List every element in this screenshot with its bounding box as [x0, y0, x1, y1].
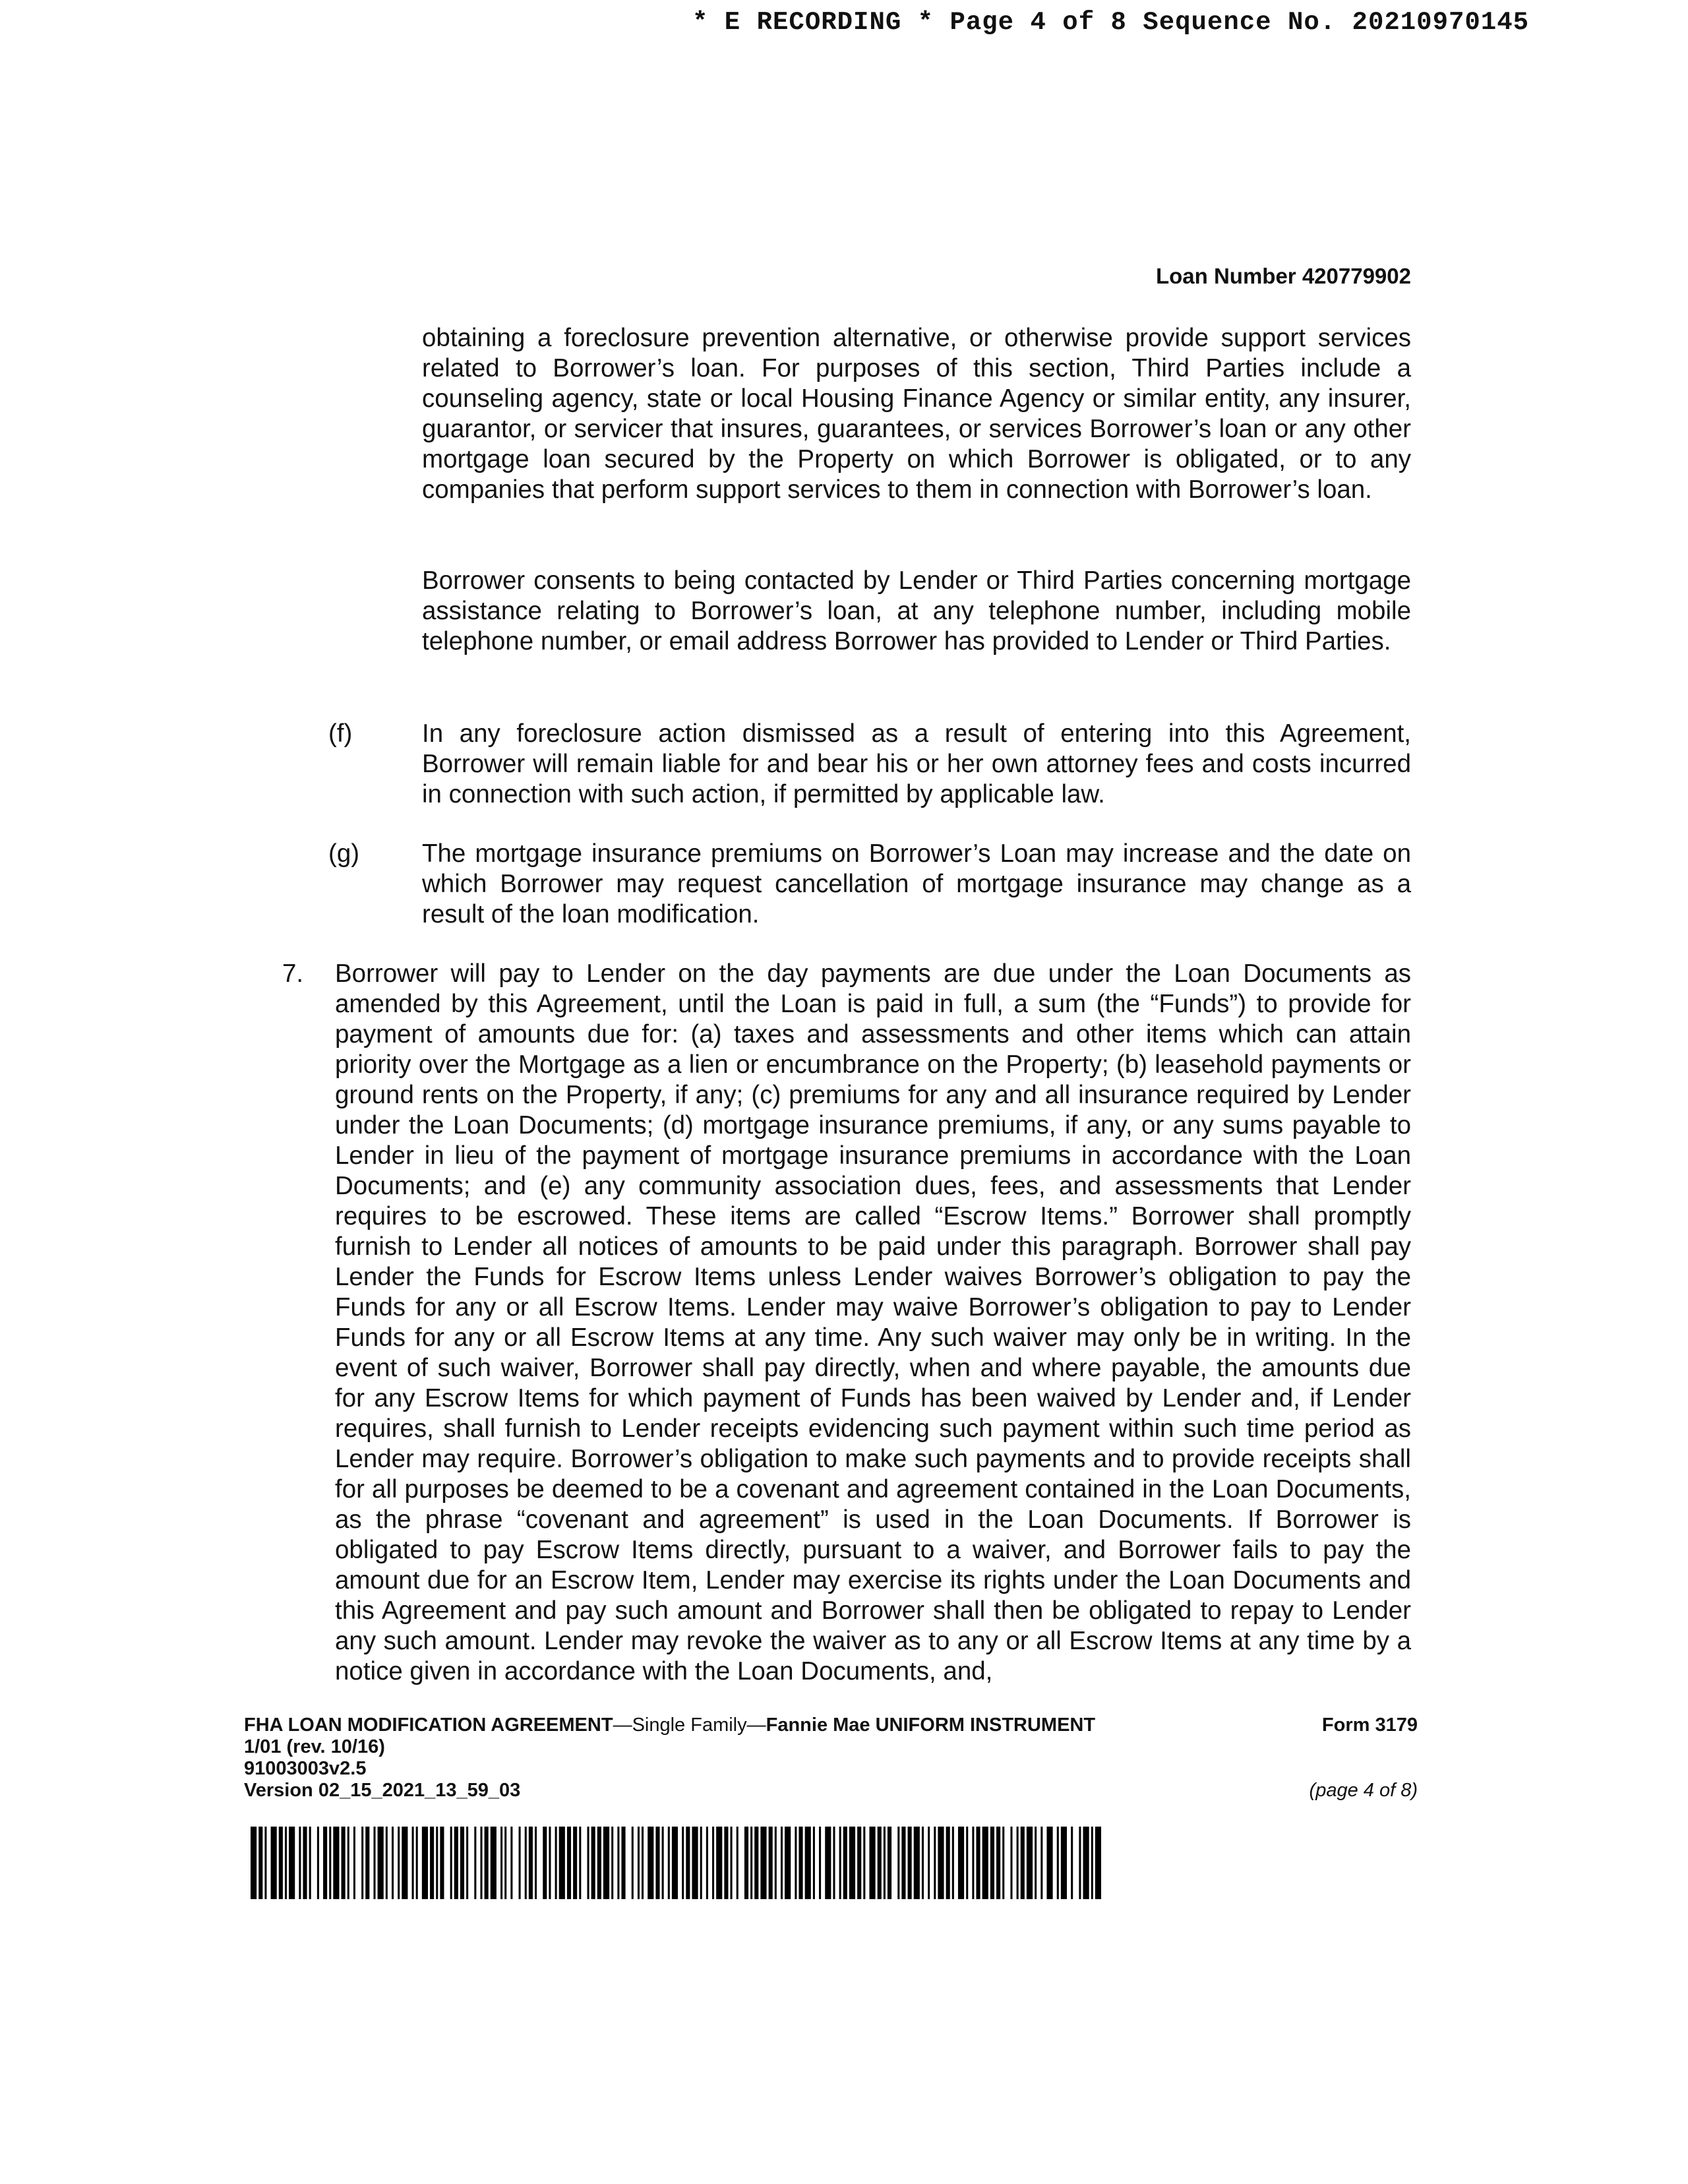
barcode-bar [819, 1827, 821, 1899]
paragraph-third-parties [422, 323, 1411, 505]
barcode-bar [466, 1827, 468, 1899]
barcode-bar [333, 1827, 339, 1899]
barcode-bar [1079, 1827, 1081, 1899]
footer-title-part-2: —Single Family— [613, 1714, 766, 1736]
section-7-escrow [282, 959, 1411, 1687]
barcode-bar [361, 1827, 363, 1899]
barcode-bar [700, 1827, 702, 1899]
list-item-f-marker: (f) [328, 719, 353, 748]
barcode-bar [329, 1827, 331, 1899]
section-7-text: Borrower will pay to Lender on the day payments are due under the Loan Documents as amended by this Agreement, until the Loan is paid in full, a sum (the “Funds”) to provide for payment of amounts due for: (a) taxes and assessments and other items which can attain priority over the Mortgage as a lien or encumbrance on the Property; (b) leasehold payments or ground rents on the Property, if any; (c) premiums for any and all insurance required by Lender under the Loan Documents; (d) mortgage insurance premiums, if any, or any sums payable to Lender in lieu of the payment of mortgage insurance premiums in accordance with the Loan Documents; and (e) any community association dues, fees, and assessments that Lender requires to be escrowed. These items are called “Escrow Items.” Borrower shall promptly furnish to Lender all notices of amounts to be paid under this paragraph. Borrower shall pay Lender the Funds for Escrow Items unless Lender waives Borrower’s obligation to pay the Funds for any or all Escrow Items. Lender may waive Borrower’s obligation to pay to Lender Funds for any or all Escrow Items at any time. Any such waiver may only be in writing. In the event of such waiver, Borrower shall pay directly, when and where payable, the amounts due for any Escrow Items for which payment of Funds has been waived by Lender and, if Lender requires, shall furnish to Lender receipts evidencing such payment within such time period as Lender may require. Borrower’s obligation to make such payments and to provide receipts shall for all purposes be deemed to be a covenant and agreement contained in the Loan Documents, as the phrase “covenant and agreement” is used in the Loan Documents. If Borrower is obligated to pay Escrow Items directly, pursuant to a waiver, and Borrower fails to pay the amount due for an Escrow Item, Lender may exercise its rights under the Loan Documents and this Agreement and pay such amount and Borrower shall then be obligated to repay to Lender any such amount. Lender may revoke the waiver as to any or all Escrow Items at any time by a notice given in accordance with the Loan Documents, and, [335, 959, 1411, 1685]
barcode-bar [632, 1827, 634, 1899]
barcode-bar [1021, 1827, 1025, 1899]
barcode-bar [347, 1827, 349, 1899]
barcode-bar [621, 1827, 625, 1899]
barcode-bar [460, 1827, 464, 1899]
barcode-bar [839, 1827, 841, 1899]
barcode-bar [500, 1827, 502, 1899]
barcode-bar [750, 1827, 752, 1899]
barcode-bar [323, 1827, 327, 1899]
barcode-bar [648, 1827, 653, 1899]
barcode-bar [716, 1827, 722, 1899]
barcode-bar [289, 1827, 295, 1899]
barcode-bar [914, 1827, 920, 1899]
barcode-bar [1057, 1827, 1059, 1899]
loan-number: Loan Number 420779902 [1155, 264, 1411, 288]
barcode-bar [1017, 1827, 1019, 1899]
barcode-bar [946, 1827, 950, 1899]
barcode-bar [529, 1827, 533, 1899]
barcode-bar [450, 1827, 452, 1899]
barcode-bar [271, 1827, 277, 1899]
barcode-bar [398, 1827, 400, 1899]
barcode-bar [754, 1827, 758, 1899]
footer-title [244, 1714, 1418, 1736]
barcode-bar [279, 1827, 283, 1899]
barcode-bar [588, 1827, 589, 1899]
barcode-bar [436, 1827, 438, 1899]
barcode-bar [908, 1827, 912, 1899]
barcode-bar [422, 1827, 428, 1899]
barcode-bar [1035, 1827, 1037, 1899]
barcode-bar [1027, 1827, 1033, 1899]
barcode-bar [402, 1827, 407, 1899]
barcode-bar [378, 1827, 384, 1899]
barcode-bar [795, 1827, 797, 1899]
recording-header: * E RECORDING * Page 4 of 8 Sequence No. 20210970145 [692, 8, 1529, 37]
barcode-bar [491, 1827, 497, 1899]
list-item-g-text: The mortgage insurance premiums on Borrower’s Loan may increase and the date on which Borrower may request cancellation of mortgage insurance may change as a result of the loan modification. [422, 839, 1411, 928]
barcode-bar [454, 1827, 458, 1899]
barcode-bar [373, 1827, 375, 1899]
barcode-image [251, 1827, 1101, 1899]
barcode-bar [638, 1827, 640, 1899]
barcode-bar [1061, 1827, 1067, 1899]
barcode-bar [392, 1827, 394, 1899]
barcode-bar [938, 1827, 944, 1899]
barcode-bar [884, 1827, 886, 1899]
barcode-bar [966, 1827, 968, 1899]
barcode-bar [611, 1827, 613, 1899]
barcode-bar [952, 1827, 954, 1899]
barcode-bar [285, 1827, 287, 1899]
form-number: Form 3179 [1321, 1714, 1418, 1736]
footer-revision: 1/01 (rev. 10/16) [244, 1736, 385, 1757]
barcode-bar [976, 1827, 980, 1899]
barcode-bar [1040, 1827, 1042, 1899]
barcode-bar [303, 1827, 307, 1899]
barcode-bar [849, 1827, 855, 1899]
barcode-bar [958, 1827, 964, 1899]
barcode-bar [672, 1827, 678, 1899]
list-item-f [328, 719, 1411, 810]
barcode-bar [863, 1827, 865, 1899]
barcode-bar [775, 1827, 777, 1899]
barcode-bar [416, 1827, 418, 1899]
barcode-bar [769, 1827, 773, 1899]
barcode-bar [1002, 1827, 1004, 1899]
barcode-bar [781, 1827, 783, 1899]
barcode-bar [878, 1827, 882, 1899]
barcode-bar [996, 1827, 1000, 1899]
list-item-g-marker: (g) [328, 839, 360, 868]
paragraph-borrower-consent-text: Borrower consents to being contacted by Lender or Third Parties concerning mortgage assistance relating to Borrower’s loan, at any telephone number, including mobile telephone number, or email address Borrower has provided to Lender or Third Parties. [422, 566, 1411, 655]
footer-doc-code: 91003003v2.5 [244, 1758, 367, 1779]
barcode-bar [682, 1827, 684, 1899]
barcode-bar [668, 1827, 670, 1899]
barcode-bar [251, 1827, 256, 1899]
barcode-bar [869, 1827, 875, 1899]
barcode-bar [543, 1827, 547, 1899]
barcode-bar [901, 1827, 905, 1899]
barcode-bar [597, 1827, 601, 1899]
barcode-bar [603, 1827, 609, 1899]
barcode-bar [686, 1827, 690, 1899]
barcode-bar [706, 1827, 708, 1899]
barcode-bar [1083, 1827, 1089, 1899]
barcode-bar [737, 1827, 738, 1899]
barcode-bar [299, 1827, 301, 1899]
barcode-bar [353, 1827, 355, 1899]
barcode-bar [555, 1827, 557, 1899]
barcode-bar [922, 1827, 924, 1899]
barcode-bar [785, 1827, 791, 1899]
barcode-bar [724, 1827, 728, 1899]
barcode-bar [1091, 1827, 1093, 1899]
footer-title-part-1: FHA LOAN MODIFICATION AGREEMENT [244, 1714, 613, 1736]
barcode-bar [799, 1827, 802, 1899]
section-7-marker: 7. [282, 959, 304, 988]
page-indicator: (page 4 of 8) [1309, 1780, 1418, 1801]
barcode-bar [258, 1827, 262, 1899]
paragraph-third-parties-text: obtaining a foreclosure prevention alternative, or otherwise provide support services related to Borrower’s loan. For purposes of this section, Third Parties include a counseling agency, state or local Housing Finance Agency or similar entity, any insurer, guarantor, or servicer that insures, guarantees, or services Borrower’s loan or any other mortgage loan secured by the Property on which Borrower is obligated, or to any companies that perform support services to them in connection with Borrower’s loan. [422, 324, 1411, 504]
footer-title-part-3: Fannie Mae UNIFORM INSTRUMENT [766, 1714, 1096, 1736]
barcode-bar [642, 1827, 644, 1899]
form-footer [244, 1714, 1418, 1802]
barcode-bar [1071, 1827, 1073, 1899]
barcode-bar [731, 1827, 733, 1899]
barcode-bar [813, 1827, 815, 1899]
barcode-bar [833, 1827, 835, 1899]
barcode-bar [617, 1827, 619, 1899]
barcode-bar [857, 1827, 861, 1899]
barcode-bar [1010, 1827, 1012, 1899]
barcode-bar [412, 1827, 414, 1899]
barcode-bar [264, 1827, 266, 1899]
barcode-bar [990, 1827, 994, 1899]
barcode-bar [934, 1827, 936, 1899]
barcode-bar [982, 1827, 988, 1899]
barcode-bar [365, 1827, 369, 1899]
barcode-bar [559, 1827, 565, 1899]
barcode-bar [825, 1827, 831, 1899]
barcode-bar [480, 1827, 482, 1899]
barcode-bar [1095, 1827, 1101, 1899]
barcode-bar [843, 1827, 847, 1899]
barcode-bar [525, 1827, 527, 1899]
barcode-bar [591, 1827, 595, 1899]
barcode-bar [573, 1827, 577, 1899]
barcode-bar [309, 1827, 311, 1899]
list-item-g [328, 839, 1411, 930]
barcode-bar [1046, 1827, 1052, 1899]
barcode-bar [744, 1827, 748, 1899]
barcode-bar [928, 1827, 930, 1899]
paragraph-borrower-consent [422, 566, 1411, 657]
barcode-bar [567, 1827, 571, 1899]
barcode-bar [317, 1827, 319, 1899]
barcode-bar [474, 1827, 476, 1899]
barcode-bar [972, 1827, 974, 1899]
barcode-bar [504, 1827, 506, 1899]
barcode-bar [662, 1827, 664, 1899]
barcode-bar [712, 1827, 714, 1899]
barcode-bar [805, 1827, 811, 1899]
barcode-bar [510, 1827, 512, 1899]
barcode-bar [549, 1827, 551, 1899]
barcode-bar [760, 1827, 766, 1899]
barcode-bar [535, 1827, 537, 1899]
barcode-bar [485, 1827, 489, 1899]
barcode-bar [692, 1827, 698, 1899]
barcode-bar [897, 1827, 899, 1899]
footer-version: Version 02_15_2021_13_59_03 [244, 1780, 521, 1801]
barcode-bar [579, 1827, 581, 1899]
barcode-bar [342, 1827, 346, 1899]
barcode-bar [386, 1827, 388, 1899]
list-item-f-text: In any foreclosure action dismissed as a result of entering into this Agreement, Borrower will remain liable for and bear his or her own attorney fees and costs incurred in connection with such action, if permitted by applicable law. [422, 719, 1411, 808]
barcode-bar [440, 1827, 444, 1899]
barcode-bar [519, 1827, 521, 1899]
barcode-bar [888, 1827, 891, 1899]
barcode-bar [430, 1827, 434, 1899]
barcode-bar [655, 1827, 659, 1899]
